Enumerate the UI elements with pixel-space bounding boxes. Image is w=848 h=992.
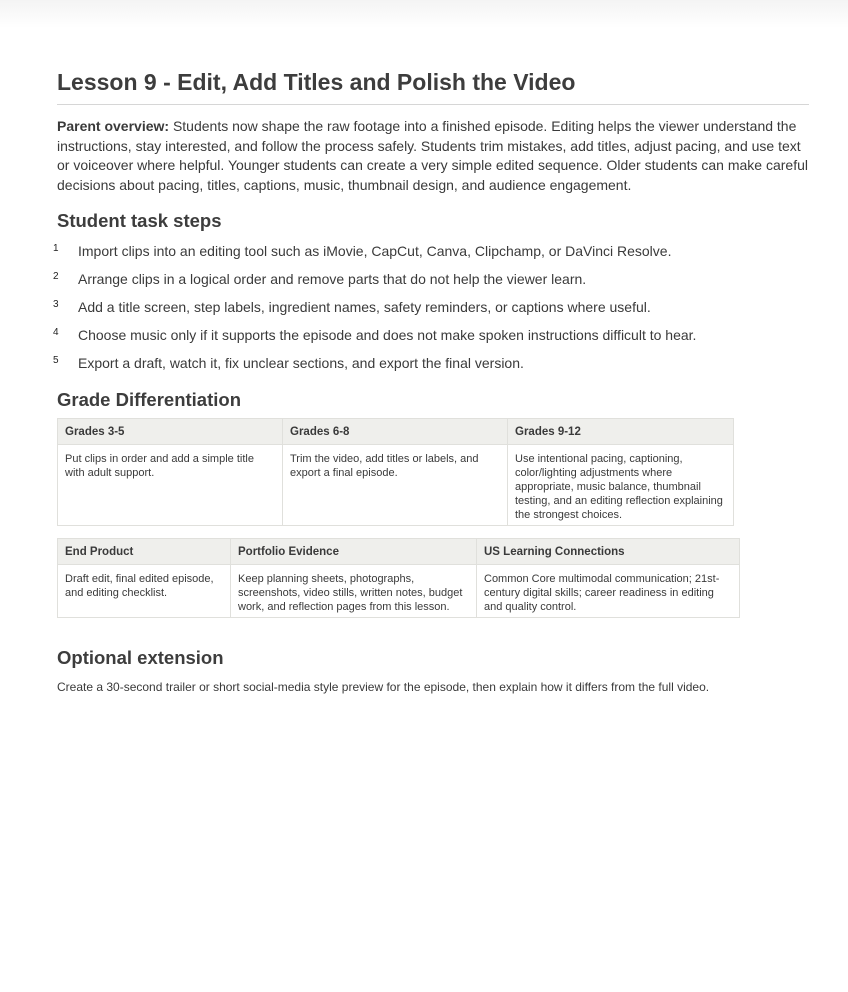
step-number: 5	[53, 355, 59, 366]
top-band	[0, 0, 848, 28]
optional-extension-heading: Optional extension	[57, 647, 224, 668]
table-cell: Keep planning sheets, photographs, screenshots, video stills, written notes, budget work, and reflection pages from this lesson.	[231, 565, 477, 618]
step-text: Export a draft, watch it, fix unclear sections, and export the final version.	[78, 355, 524, 371]
table-cell: Draft edit, final edited episode, and editing checklist.	[58, 565, 231, 618]
list-item	[53, 354, 809, 372]
step-text: Import clips into an editing tool such as iMovie, CapCut, Canva, Clipchamp, or DaVinci Resolve.	[78, 243, 672, 259]
column-header: End Product	[58, 539, 231, 565]
list-item	[53, 270, 809, 288]
table-cell: Common Core multimodal communication; 21st-century digital skills; career readiness in editing and quality control.	[477, 565, 740, 618]
table-row	[58, 445, 734, 526]
column-header: US Learning Connections	[477, 539, 740, 565]
step-number: 2	[53, 271, 59, 282]
table-row	[58, 565, 740, 618]
table-header-row	[58, 539, 740, 565]
column-header: Grades 9-12	[508, 419, 734, 445]
step-text: Add a title screen, step labels, ingredient names, safety reminders, or captions where useful.	[78, 299, 651, 315]
table-header-row	[58, 419, 734, 445]
list-item	[53, 242, 809, 260]
step-text: Choose music only if it supports the episode and does not make spoken instructions difficult to hear.	[78, 327, 697, 343]
product-evidence-table	[57, 538, 740, 618]
column-header: Grades 3-5	[58, 419, 283, 445]
overview-text: Students now shape the raw footage into a finished episode. Editing helps the viewer understand the instructions, stay interested, and follow the process safely. Students trim mistakes, add titles, adjust pacing, and use text or voiceover where helpful. Younger students can create a very simple edited sequence. Older students can make careful decisions about pacing, titles, captions, music, thumbnail design, and audience engagement.	[57, 118, 808, 193]
step-number: 1	[53, 243, 59, 254]
task-steps-heading: Student task steps	[57, 210, 222, 231]
list-item	[53, 298, 809, 316]
step-number: 4	[53, 327, 59, 338]
parent-overview	[57, 117, 809, 195]
column-header: Grades 6-8	[283, 419, 508, 445]
grade-differentiation-table	[57, 418, 734, 526]
table-cell: Put clips in order and add a simple title with adult support.	[58, 445, 283, 526]
task-steps-list	[53, 242, 809, 372]
lesson-title: Lesson 9 - Edit, Add Titles and Polish the Video	[57, 68, 809, 105]
step-text: Arrange clips in a logical order and remove parts that do not help the viewer learn.	[78, 271, 587, 287]
step-number: 3	[53, 299, 59, 310]
column-header: Portfolio Evidence	[231, 539, 477, 565]
grade-differentiation-heading: Grade Differentiation	[57, 389, 241, 410]
list-item	[53, 326, 809, 344]
table-cell: Trim the video, add titles or labels, and export a final episode.	[283, 445, 508, 526]
optional-extension-text: Create a 30-second trailer or short social-media style preview for the episode, then explain how it differs from the full video.	[57, 680, 710, 694]
table-cell: Use intentional pacing, captioning, color/lighting adjustments where appropriate, music balance, thumbnail testing, and an editing reflection explaining the strongest choices.	[508, 445, 734, 526]
lesson-page	[53, 68, 809, 695]
overview-lead: Parent overview:	[57, 118, 170, 134]
